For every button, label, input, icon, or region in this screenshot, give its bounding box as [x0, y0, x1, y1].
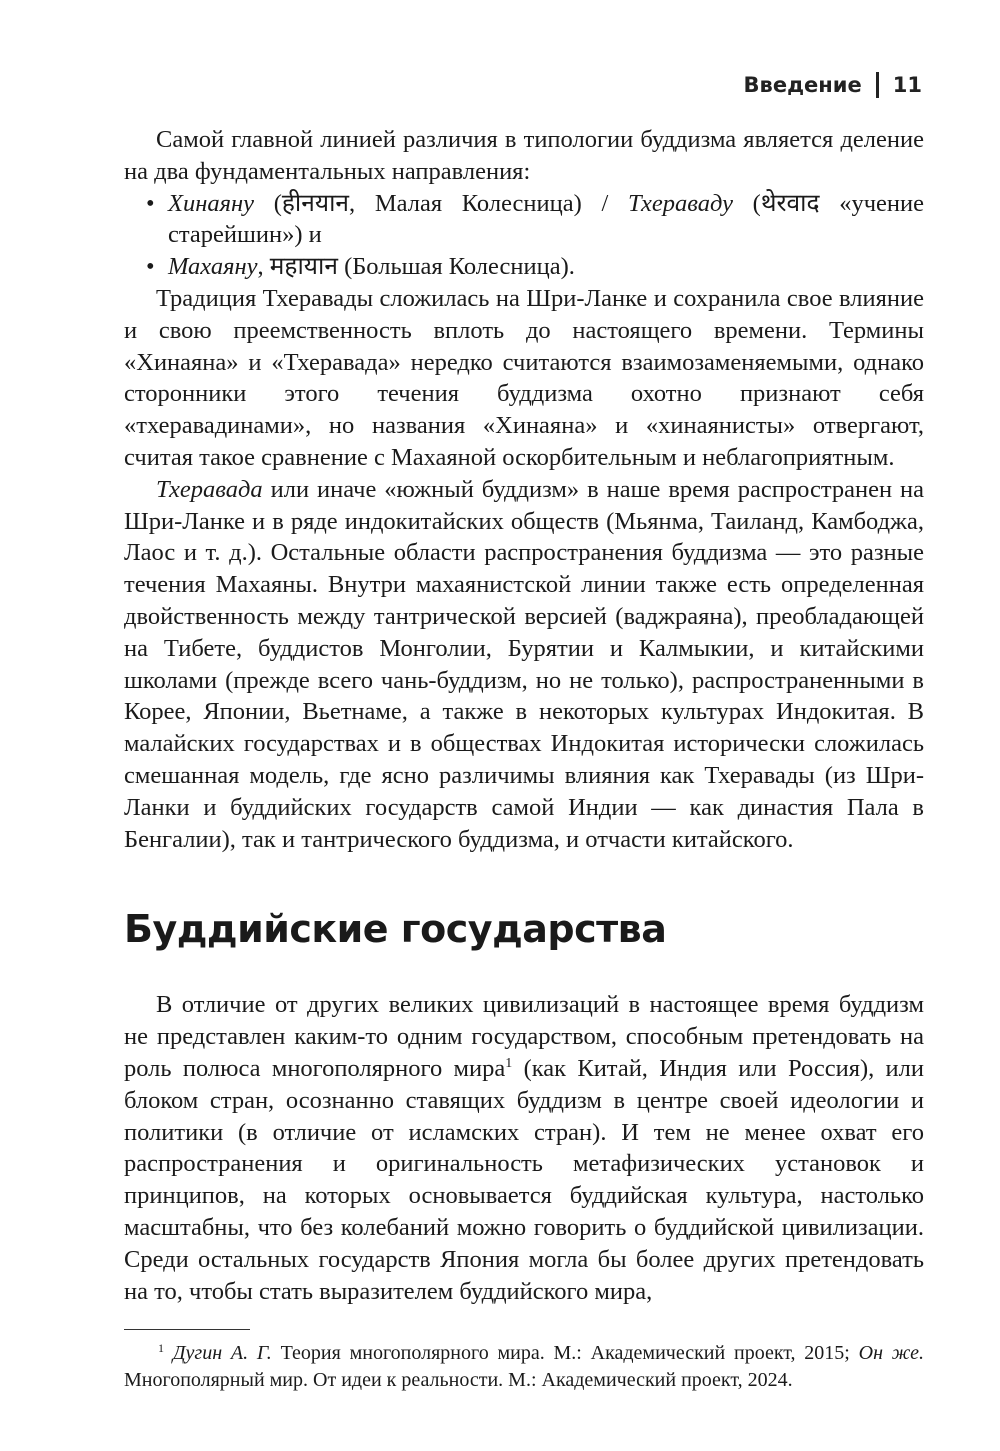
footnote-text-1: Теория многополярного мира. М.: Академический проект, 2015;: [271, 1342, 859, 1365]
hinayana-gloss: (हीनयान, Малая Колесница) /: [254, 189, 629, 217]
footnote-author-2: Он же.: [858, 1342, 925, 1365]
footnote-text-2: Многополярный мир. От идеи к реальности. М.: Академический проект, 2024.: [124, 1369, 793, 1392]
running-head: [744, 72, 922, 98]
term-hinayana: Хинаяну: [168, 189, 255, 217]
list-item-mahayana: [146, 251, 924, 283]
directions-list: [124, 188, 924, 283]
term-mahayana: Махаяну: [168, 253, 258, 281]
intro-paragraph-3: [124, 474, 924, 856]
mahayana-gloss: , महायान (Большая Колесница).: [257, 253, 575, 281]
section-paragraph: [124, 989, 924, 1307]
running-head-divider: [876, 72, 879, 98]
section-paragraph-text-b: (как Китай, Индия или Россия), или блоком стран, осознанно ставящих буддизм в центре своей идеологии и политики (в отличие от исламских стран). И тем не менее охват его распространения и оригинальность метафизических установок и принципов, на которых основывается буддийская культура, настолько масштабны, что без колебаний можно говорить о буддийской цивилизации. Среди остальных государств Япония могла бы более других претендовать на то, чтобы стать выразителем буддийского мира,: [124, 1054, 925, 1305]
footnote-number: 1: [158, 1341, 164, 1356]
intro-paragraph-2: Традиция Тхеравады сложилась на Шри-Ланке и сохранила свое влияние и свою преемственность вплоть до настоящего времени. Термины «Хинаяна» и «Тхеравада» нередко считаются взаимозаменяемыми, однако сторонники этого течения буддизма охотно признают себя «тхеравадинами», но названия «Хинаяна» и «хинаянисты» отвергают, считая такое сравнение с Махаяной оскорбительным и неблагоприятным.: [124, 284, 924, 471]
running-head-section: Введение: [743, 73, 862, 97]
theravada-gloss: (थेरवाद «учение старейшин») и: [168, 189, 924, 249]
bullet-dot-icon: •: [146, 189, 155, 217]
section-heading: Буддийские государства: [124, 907, 667, 952]
term-theravada: Тхераваду: [628, 189, 733, 217]
list-item-hinayana: [146, 188, 924, 252]
footnote: [124, 1340, 924, 1394]
paragraph-3-text: или иначе «южный буддизм» в наше время распространен на Шри-Ланке и в ряде индокитайских обществ (Мьянма, Таиланд, Камбоджа, Лаос и т. д.). Остальные области распространения буддизма — это разные течения Махаяны. Внутри махаянистской линии также есть определенная двойственность между тантрической версией (ваджраяна), преобладающей на Тибете, буддистов Монголии, Бурятии и Калмыкии, и китайскими школами (прежде всего чань-буддизм, но не только), распространенными в Корее, Японии, Вьетнаме, а также в некоторых культурах Индокитая. В малайских государствах и в обществах Индокитая исторически сложилась смешанная модель, где ясно различимы влияния как Тхеравады (из Шри-Ланки и буддийских государств самой Индии — как династия Пала в Бенгалии), так и тантрического буддизма, и отчасти китайского.: [124, 475, 924, 853]
page-number: 11: [892, 73, 922, 97]
page-body: [124, 124, 924, 1394]
bullet-dot-icon: •: [146, 253, 155, 281]
intro-paragraph-1: Самой главной линией различия в типологии буддизма является деление на два фундаментальных направления:: [124, 126, 924, 185]
term-theravada-lead: Тхеравада: [156, 475, 263, 503]
footnote-reference[interactable]: 1: [505, 1055, 513, 1071]
footnote-divider: [124, 1329, 250, 1330]
footnote-author-1: Дугин А. Г.: [172, 1342, 272, 1365]
section-paragraph-text-a: В отличие от других великих цивилизаций в настоящее время буддизм не представлен каким-то одним государством, способным претендовать на роль полюса многополярного мира: [124, 991, 924, 1082]
